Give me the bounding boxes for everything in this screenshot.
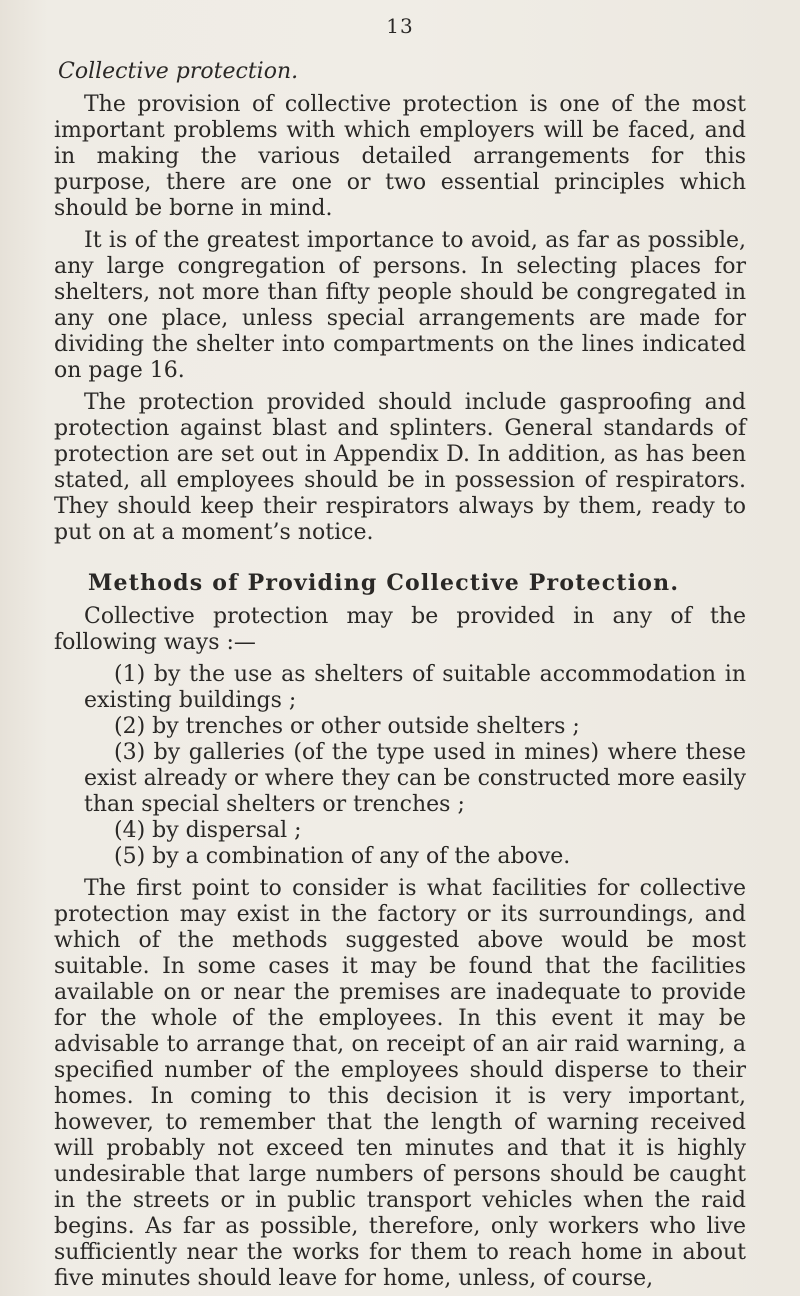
paragraph: The protection provided should include gasproofing and protection against blast and splinters. General standards of protection are set out in Appendix D. In addition, as has been stated, all employees should be in possession of respirators. They should keep their respirators always by them, ready to put on at a moment’s notice. — [54, 390, 746, 545]
list-item: (4) by dispersal ; — [114, 818, 302, 843]
section-title: Collective protection. — [58, 59, 299, 84]
list-item: (1) by the use as shelters of suitable accommodation in existing buildings ; — [84, 662, 746, 713]
page-number: 13 — [386, 14, 414, 38]
list-item: (5) by a combination of any of the above. — [114, 844, 571, 869]
methods-intro: Collective protection may be provided in any of the following ways :— — [54, 604, 746, 655]
closing-paragraph: The first point to consider is what facilities for collective protection may exist in the factory or its surroundings, and which of the methods suggested above would be most suitable. In some cases it may be found that the facilities available on or near the premises are inadequate to provide for the whole of the employees. In this event it may be advisable to arrange that, on receipt of an air raid warning, a specified number of the employees should disperse to their homes. In coming to this decision it is very important, however, to remember that the length of warning received will probably not exceed ten minutes and that it is highly undesirable that large numbers of persons should be caught in the streets or in public transport vehicles when the raid begins. As far as possible, therefore, only workers who live sufficiently near the works for them to reach home in about five minutes should leave for home, unless, of course, — [54, 876, 746, 1291]
paragraph: The provision of collective protection is one of the most important problems with which employers will be faced, and in making the various detailed arrangements for this purpose, there are one or two essential principles which should be borne in mind. — [54, 92, 746, 221]
list-item: (3) by galleries (of the type used in mines) where these exist already or where they can be constructed more easily than special shelters or trenches ; — [84, 740, 746, 817]
paragraph: It is of the greatest importance to avoid, as far as possible, any large congregation of persons. In selecting places for shelters, not more than fifty people should be congregated in any one place, unless special arrangements are made for dividing the shelter into compartments on the lines indicated on page 16. — [54, 228, 746, 383]
methods-heading: Methods of Providing Collective Protection. — [88, 570, 680, 596]
list-item: (2) by trenches or other outside shelters ; — [114, 714, 580, 739]
methods-list — [54, 662, 746, 870]
